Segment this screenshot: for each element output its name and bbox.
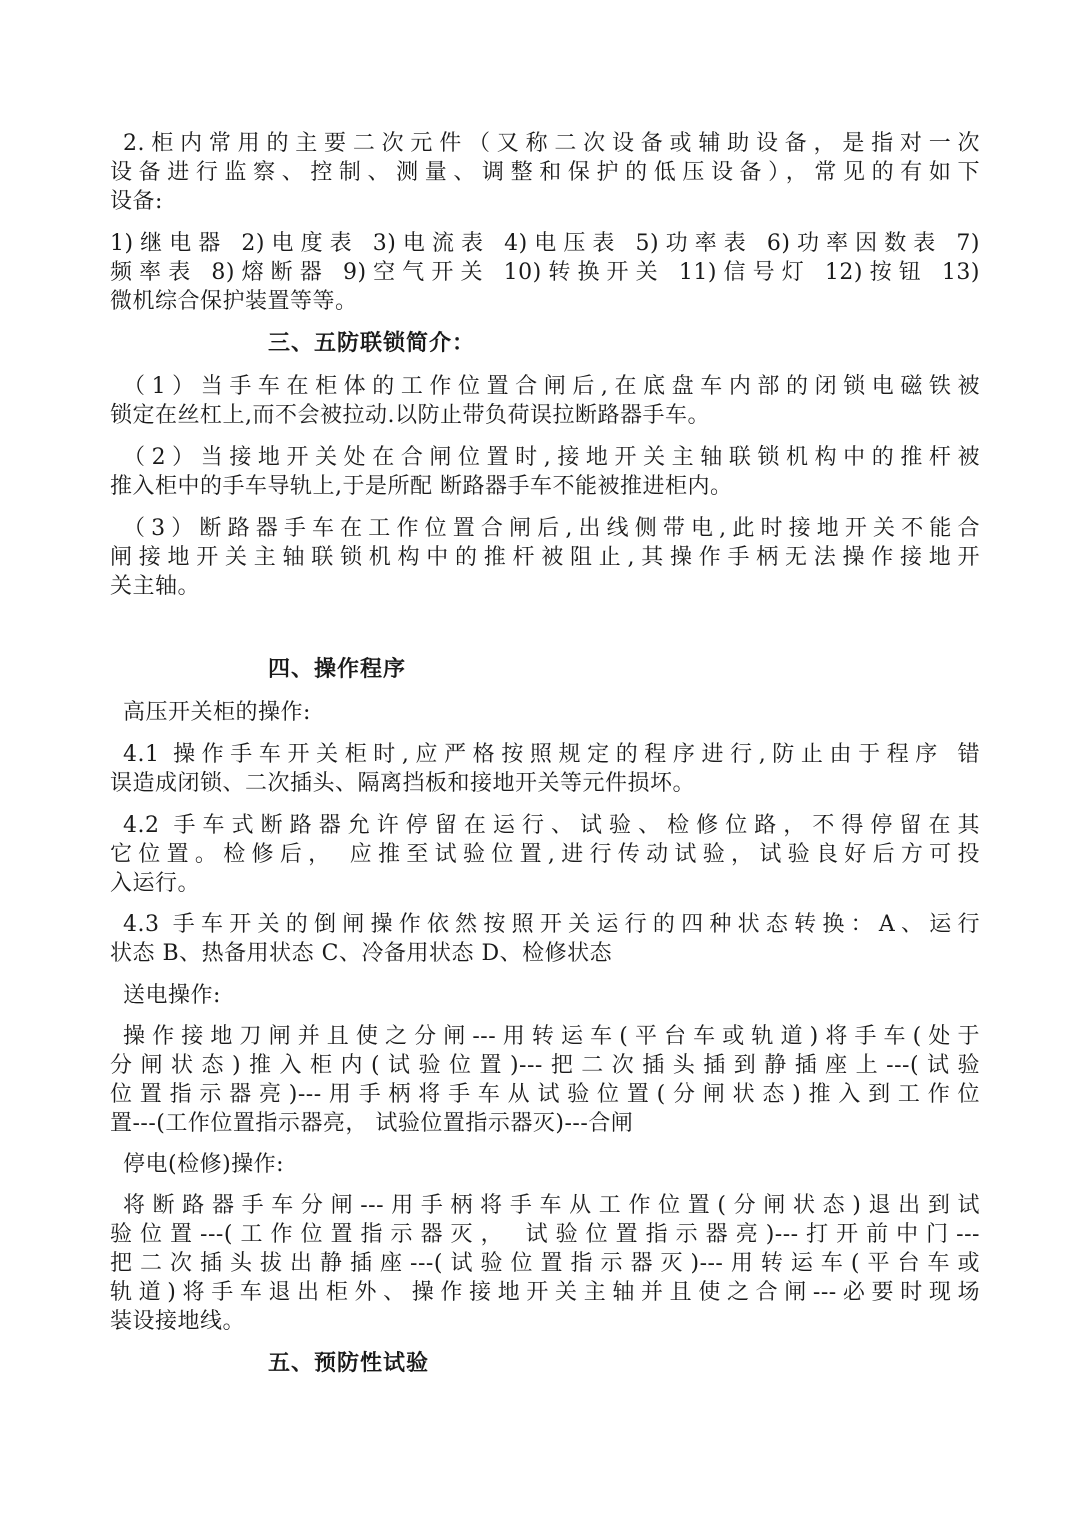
paragraph-line: 2.柜内常用的主要二次元件（又称二次设备或辅助设备，是指对一次 [123,131,980,156]
procedure-line: 操作接地刀闸并且使之分闸---用转运车(平台车或轨道)将手车(处于 [123,1024,980,1049]
subsection-title: 停电(检修)操作: [123,1152,285,1177]
equipment-list-line: 频率表 8)熔断器 9)空气开关 10)转换开关 11)信号灯 12)按钮 13) [110,260,980,285]
operation-rule-line: 误造成闭锁、二次插头、隔离挡板和接地开关等元件损坏。 [110,771,696,796]
operation-rule-line: 它位置。检修后， 应推至试验位置,进行传动试验，试验良好后方可投 [110,842,980,867]
procedure-line: 位置指示器亮)---用手柄将手车从试验位置(分闸状态)推入到工作位 [110,1082,980,1107]
subsection-title: 送电操作: [123,983,221,1008]
section-heading-preventive-test: 五、预防性试验 [268,1351,430,1376]
section-heading-interlock: 三、五防联锁简介： [268,331,476,356]
procedure-line: 置---(工作位置指示器亮， 试验位置指示器灭)---合闸 [110,1111,634,1136]
procedure-line: 将断路器手车分闸---用手柄将手车从工作位置(分闸状态)退出到试 [123,1193,980,1218]
operation-rule-line: 状态 B、热备用状态 C、冷备用状态 D、检修状态 [110,941,613,966]
interlock-line: 锁定在丝杠上,而不会被拉动.以防止带负荷误拉断路器手车。 [110,403,710,428]
operation-rule-line: 入运行。 [110,871,201,896]
interlock-line: 闸接地开关主轴联锁机构中的推杆被阻止,其操作手柄无法操作接地开 [110,545,980,570]
section-heading-operation: 四、操作程序 [268,657,407,682]
equipment-list-line: 微机综合保护装置等等。 [110,289,358,314]
operation-rule-line: 4.1 操作手车开关柜时,应严格按照规定的程序进行,防止由于程序 错 [123,742,980,767]
procedure-line: 把二次插头拔出静插座---(试验位置指示器灭)---用转运车(平台车或 [110,1251,980,1276]
interlock-line: 推入柜中的手车导轨上,于是所配 断路器手车不能被推进柜内。 [110,474,733,499]
interlock-line: 关主轴。 [110,574,201,599]
operation-rule-line: 4.3 手车开关的倒闸操作依然按照开关运行的四种状态转换：A、运行 [123,912,980,937]
interlock-line: （3）断路器手车在工作位置合闸后,出线侧带电,此时接地开关不能合 [123,516,980,541]
procedure-line: 验位置---(工作位置指示器灭， 试验位置指示器亮)---打开前中门--- [110,1222,980,1247]
procedure-line: 轨道)将手车退出柜外、操作接地开关主轴并且使之合闸---必要时现场 [110,1280,980,1305]
interlock-line: （2）当接地开关处在合闸位置时,接地开关主轴联锁机构中的推杆被 [123,445,980,470]
paragraph-line: 设备进行监察、控制、测量、调整和保护的低压设备），常见的有如下 [110,160,980,185]
subsection-title: 高压开关柜的操作: [123,700,311,725]
equipment-list-line: 1)继电器 2)电度表 3)电流表 4)电压表 5)功率表 6)功率因数表 7) [110,231,980,256]
operation-rule-line: 4.2 手车式断路器允许停留在运行、试验、检修位路，不得停留在其 [123,813,980,838]
procedure-line: 装设接地线。 [110,1309,246,1334]
interlock-line: （1）当手车在柜体的工作位置合闸后,在底盘车内部的闭锁电磁铁被 [123,374,980,399]
paragraph-line: 设备: [110,189,163,214]
procedure-line: 分闸状态)推入柜内(试验位置)---把二次插头插到静插座上---(试验 [110,1053,980,1078]
